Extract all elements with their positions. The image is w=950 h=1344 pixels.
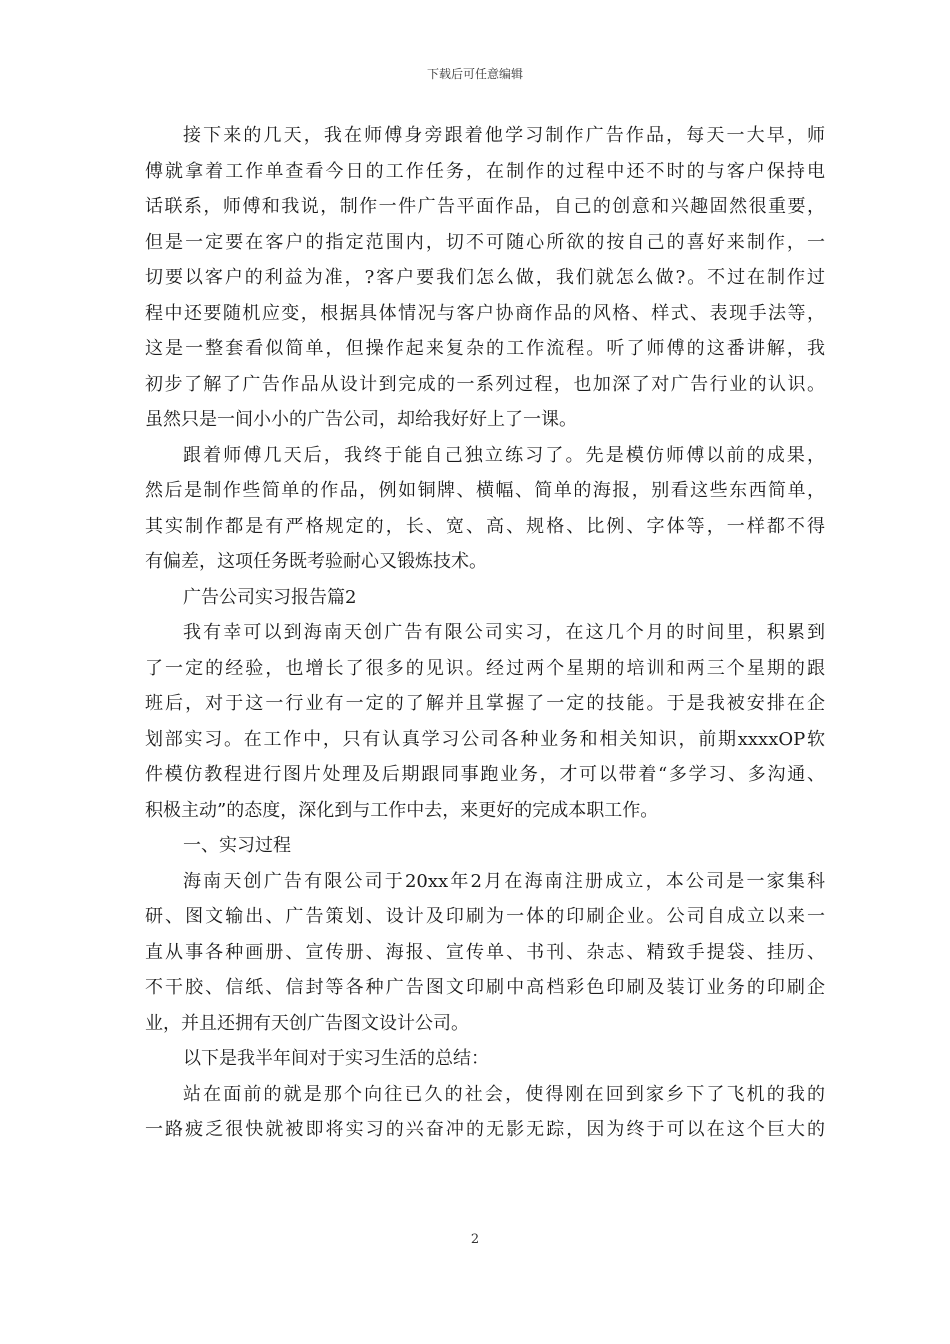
- paragraph-line: 但是一定要在客户的指定范围内，切不可随心所欲的按自己的喜好来制作，一: [145, 231, 825, 253]
- paragraph-line: 初步了解了广告作品从设计到完成的一系列过程，也加深了对广告行业的认识。: [145, 373, 825, 395]
- paragraph-line: 站在面前的就是那个向往已久的社会，使得刚在回到家乡下了飞机的我的: [183, 1083, 825, 1105]
- paragraph-line: 积极主动”的态度，深化到与工作中去，来更好的完成本职工作。: [145, 799, 659, 821]
- section-heading: 广告公司实习报告篇2: [183, 586, 357, 608]
- paragraph-line: 不干胶、信纸、信封等各种广告图文印刷中高档彩色印刷及装订业务的印刷企: [145, 977, 825, 998]
- paragraph-line: 件模仿教程进行图片处理及后期跟同事跑业务，才可以带着“多学习、多沟通、: [145, 764, 825, 785]
- paragraph-line: 一路疲乏很快就被即将实习的兴奋冲的无影无踪，因为终于可以在这个巨大的: [145, 1119, 825, 1140]
- paragraph-line: 有偏差，这项任务既考验耐心又锻炼技术。: [145, 551, 487, 572]
- page-number: 2: [470, 1232, 480, 1247]
- paragraph-line: 傅就拿着工作单查看今日的工作任务，在制作的过程中还不时的与客户保持电: [145, 160, 825, 182]
- paragraph-line: 这是一整套看似简单，但操作起来复杂的工作流程。听了师傅的这番讲解，我: [145, 338, 825, 359]
- section-heading: 一、实习过程: [183, 835, 291, 856]
- paragraph-line: 了一定的经验，也增长了很多的见识。经过两个星期的培训和两三个星期的跟: [145, 657, 825, 679]
- paragraph-line: 海南天创广告有限公司于20xx年2月在海南注册成立，本公司是一家集科: [183, 870, 825, 892]
- paragraph-line: 研、图文输出、广告策划、设计及印刷为一体的印刷企业。公司自成立以来一: [145, 906, 825, 927]
- paragraph-line: 以下是我半年间对于实习生活的总结：: [183, 1048, 489, 1069]
- document-body: [145, 118, 825, 1148]
- paragraph-line: 接下来的几天，我在师傅身旁跟着他学习制作广告作品，每天一大早，师: [183, 125, 825, 146]
- paragraph-line: 划部实习。在工作中，只有认真学习公司各种业务和相关知识，前期xxxxOP软: [145, 728, 825, 750]
- paragraph-line: 我有幸可以到海南天创广告有限公司实习，在这几个月的时间里，积累到: [183, 622, 825, 643]
- paragraph-line: 程中还要随机应变，根据具体情况与客户协商作品的风格、样式、表现手法等，: [145, 302, 825, 324]
- paragraph-line: 虽然只是一间小小的广告公司，却给我好好上了一课。: [145, 409, 577, 430]
- paragraph-line: 切要以客户的利益为准，?客户要我们怎么做，我们就怎么做?。不过在制作过: [145, 267, 825, 288]
- paragraph-line: 话联系，师傅和我说，制作一件广告平面作品，自己的创意和兴趣固然很重要，: [145, 196, 825, 217]
- page-header: 下载后可任意编辑: [426, 67, 523, 81]
- paragraph-line: 业，并且还拥有天创广告图文设计公司。: [145, 1012, 469, 1034]
- paragraph-line: 然后是制作些简单的作品，例如铜牌、横幅、简单的海报，别看这些东西简单，: [145, 480, 825, 501]
- paragraph-line: 其实制作都是有严格规定的，长、宽、高、规格、比例、字体等，一样都不得: [145, 515, 825, 537]
- paragraph-line: 班后，对于这一行业有一定的了解并且掌握了一定的技能。于是我被安排在企: [145, 693, 825, 714]
- paragraph-line: 跟着师傅几天后，我终于能自己独立练习了。先是模仿师傅以前的成果，: [183, 444, 825, 466]
- paragraph-line: 直从事各种画册、宣传册、海报、宣传单、书刊、杂志、精致手提袋、挂历、: [145, 941, 825, 963]
